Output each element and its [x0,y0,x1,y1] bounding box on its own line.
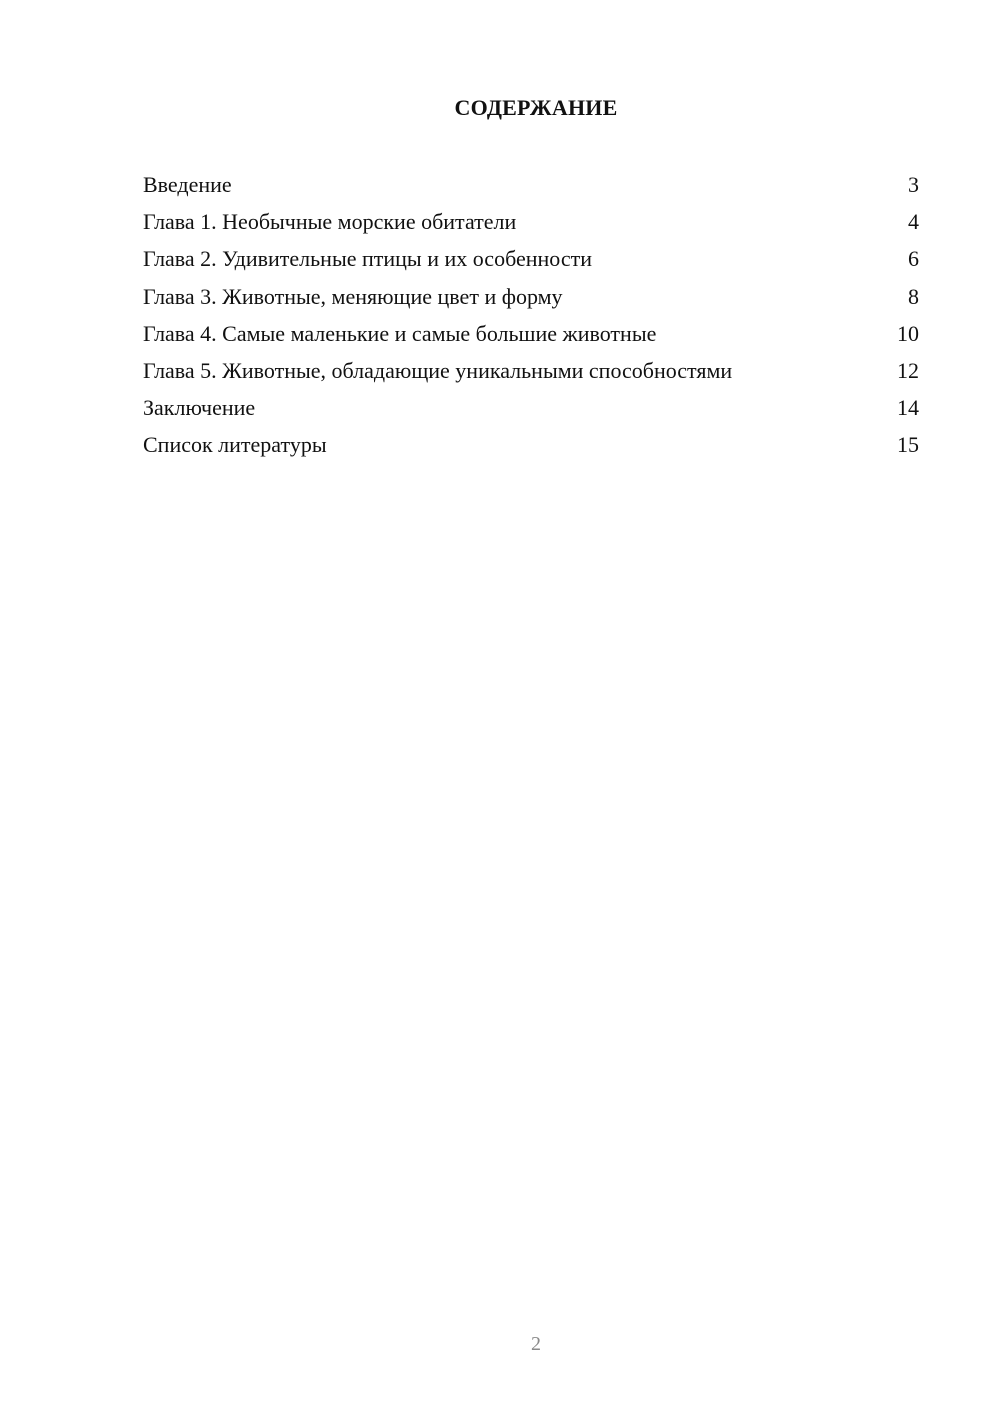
toc-entry-label: Глава 3. Животные, меняющие цвет и форму [143,283,563,309]
toc-entry-chapter-4 [143,315,919,352]
toc-entry-conclusion [143,389,919,426]
toc-entry-label: Заключение [143,395,256,421]
toc-entry-page: 4 [908,209,919,235]
toc-list [143,166,919,464]
toc-title: СОДЕРЖАНИЕ [454,95,618,120]
toc-entry-page: 6 [908,246,919,272]
toc-entry-label: Глава 2. Удивительные птицы и их особенности [143,246,592,272]
toc-entry-label: Список литературы [143,432,327,458]
toc-entry-page: 15 [897,432,919,458]
toc-entry-chapter-2 [143,240,919,277]
toc-entry-page: 8 [908,283,919,309]
toc-entry-page: 10 [897,320,919,346]
toc-entry-label: Глава 5. Животные, обладающие уникальными способностями [143,357,733,383]
toc-entry-page: 12 [897,357,919,383]
page-number: 2 [531,1333,541,1355]
toc-entry-label: Глава 4. Самые маленькие и самые большие животные [143,320,657,346]
toc-entry-label: Введение [143,172,232,197]
toc-entry-chapter-1 [143,203,919,240]
toc-entry-chapter-5 [143,352,919,389]
toc-entry-label: Глава 1. Необычные морские обитатели [143,209,517,235]
toc-entry-page: 3 [908,172,919,197]
toc-entry-references [143,426,919,463]
toc-entry-chapter-3 [143,278,919,315]
toc-entry-page: 14 [897,395,919,421]
toc-entry-introduction [143,166,919,203]
